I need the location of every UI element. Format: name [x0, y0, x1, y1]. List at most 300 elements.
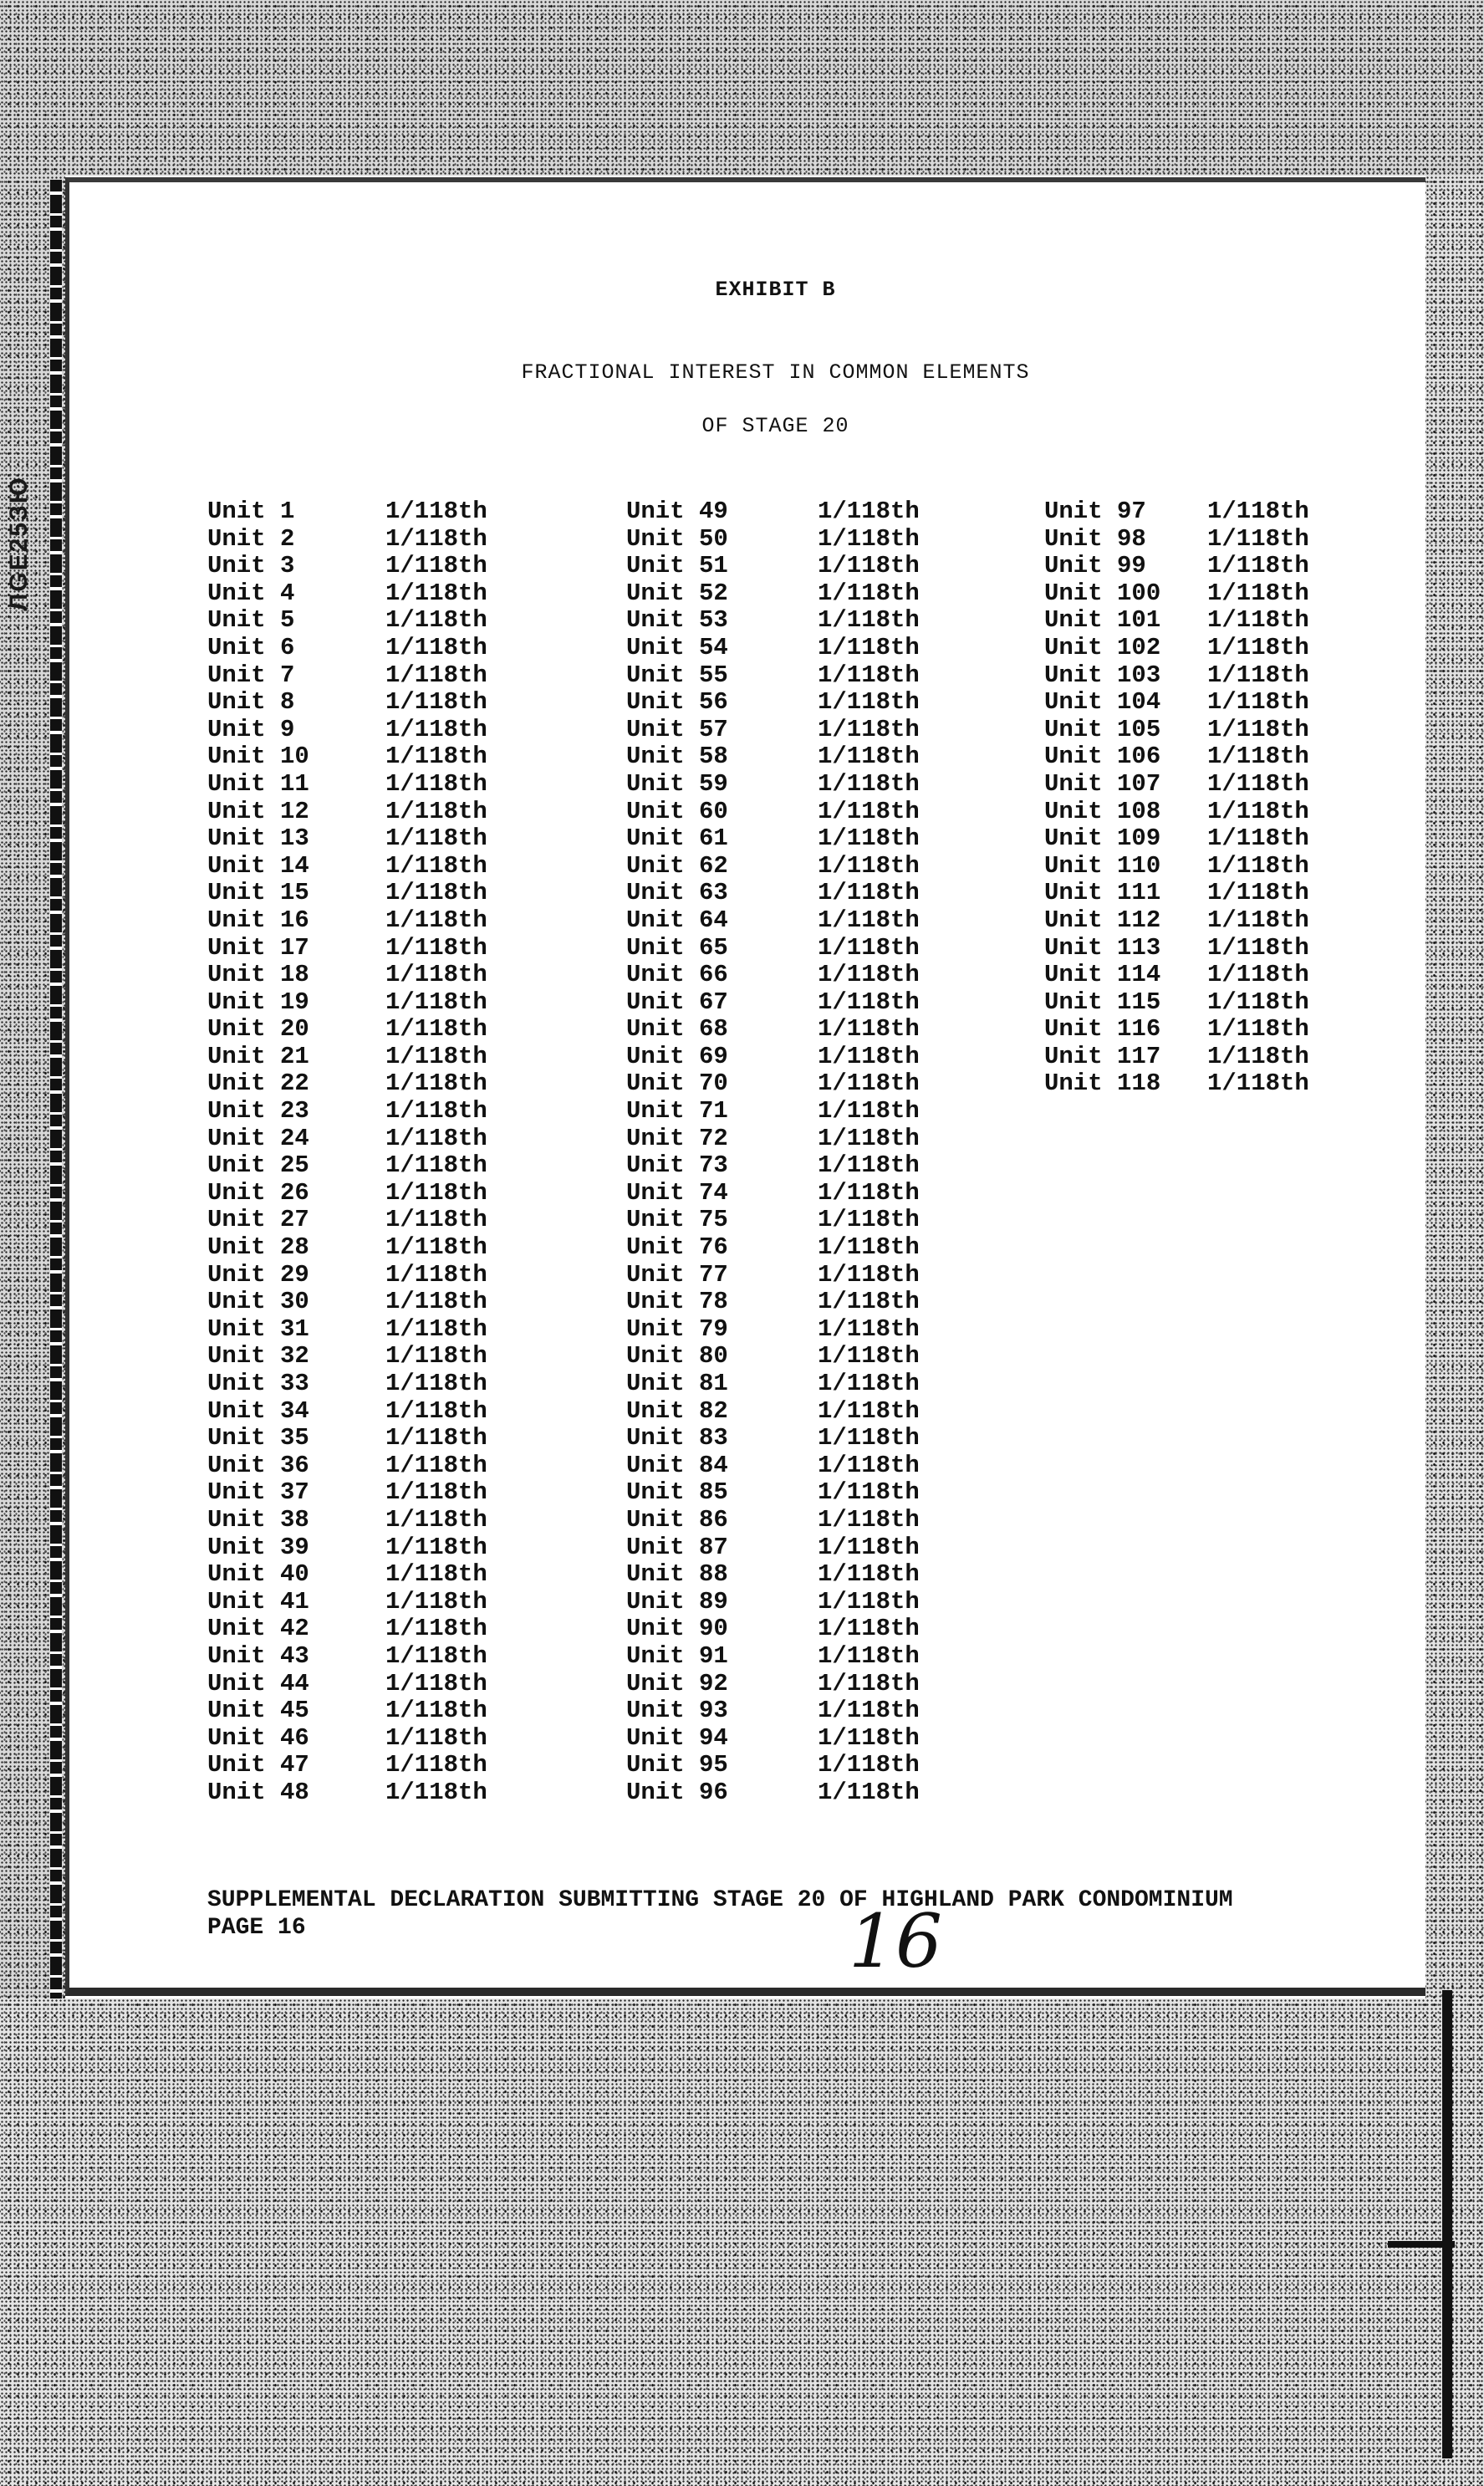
unit-label: Unit 31 [207, 1314, 309, 1343]
footer-page-number: PAGE 16 [207, 1915, 306, 1941]
unit-label: Unit 105 [1044, 715, 1161, 743]
fractional-interest: 1/118th [818, 524, 920, 553]
unit-label: Unit 12 [207, 797, 309, 825]
unit-row [626, 743, 920, 771]
unit-row [1044, 907, 1309, 935]
unit-row [207, 1697, 487, 1725]
unit-row [626, 1207, 920, 1234]
unit-row [207, 1779, 487, 1807]
fractional-interest: 1/118th [818, 1151, 920, 1180]
fractional-interest: 1/118th [385, 1751, 487, 1779]
unit-label: Unit 80 [626, 1342, 728, 1371]
unit-label: Unit 32 [207, 1342, 309, 1371]
fractional-interest: 1/118th [818, 688, 920, 717]
unit-row [626, 907, 920, 935]
unit-label: Unit 95 [626, 1751, 728, 1779]
fractional-interest: 1/118th [385, 1206, 487, 1234]
unit-label: Unit 43 [207, 1641, 309, 1670]
unit-row [1044, 1070, 1309, 1098]
unit-label: Unit 57 [626, 715, 728, 743]
fractional-interest: 1/118th [385, 1669, 487, 1697]
unit-row [207, 1316, 487, 1344]
unit-row [626, 717, 920, 744]
unit-row [626, 799, 920, 826]
unit-row [207, 935, 487, 962]
fractional-interest: 1/118th [385, 524, 487, 553]
fractional-interest: 1/118th [1207, 851, 1309, 880]
fractional-interest: 1/118th [385, 1233, 487, 1262]
unit-label: Unit 60 [626, 797, 728, 825]
scan-noise-bottom [0, 1998, 1484, 2486]
unit-row [626, 689, 920, 717]
fractional-interest: 1/118th [1207, 1042, 1309, 1070]
unit-row [626, 1752, 920, 1779]
fractional-interest: 1/118th [1207, 633, 1309, 661]
fractional-interest: 1/118th [818, 1778, 920, 1806]
unit-row [626, 635, 920, 662]
unit-label: Unit 118 [1044, 1069, 1161, 1098]
unit-label: Unit 76 [626, 1233, 728, 1262]
unit-label: Unit 16 [207, 906, 309, 934]
unit-row [207, 1425, 487, 1452]
fractional-interest: 1/118th [818, 1505, 920, 1534]
unit-row [207, 1479, 487, 1507]
unit-row [207, 1561, 487, 1589]
unit-row [207, 1070, 487, 1098]
binding-edge [50, 180, 62, 1998]
fractional-interest: 1/118th [818, 1069, 920, 1098]
fractional-interest: 1/118th [818, 1042, 920, 1070]
fractional-interest: 1/118th [818, 1451, 920, 1479]
unit-row [626, 1289, 920, 1316]
unit-label: Unit 89 [626, 1587, 728, 1616]
unit-label: Unit 53 [626, 606, 728, 635]
fractional-interest: 1/118th [818, 661, 920, 689]
unit-row [1044, 662, 1309, 690]
unit-label: Unit 93 [626, 1697, 728, 1725]
unit-label: Unit 6 [207, 633, 295, 661]
fractional-interest: 1/118th [818, 769, 920, 798]
unit-label: Unit 110 [1044, 851, 1161, 880]
unit-row [207, 1180, 487, 1207]
fractional-interest: 1/118th [818, 1533, 920, 1561]
fractional-interest: 1/118th [818, 498, 920, 525]
unit-row [1044, 771, 1309, 799]
fractional-interest: 1/118th [818, 1478, 920, 1507]
unit-row [207, 1098, 487, 1126]
fractional-interest: 1/118th [1207, 933, 1309, 962]
fractional-interest: 1/118th [385, 1396, 487, 1425]
fractional-interest: 1/118th [385, 552, 487, 580]
fractional-interest: 1/118th [385, 988, 487, 1016]
fractional-interest: 1/118th [385, 743, 487, 771]
unit-label: Unit 92 [626, 1669, 728, 1697]
unit-label: Unit 71 [626, 1097, 728, 1126]
unit-row [1044, 498, 1309, 526]
unit-label: Unit 10 [207, 743, 309, 771]
fractional-interest: 1/118th [385, 1342, 487, 1371]
unit-row [626, 1479, 920, 1507]
fractional-interest: 1/118th [385, 1505, 487, 1534]
fractional-interest: 1/118th [818, 1751, 920, 1779]
unit-label: Unit 4 [207, 579, 295, 607]
unit-label: Unit 84 [626, 1451, 728, 1479]
unit-label: Unit 38 [207, 1505, 309, 1534]
unit-row [1044, 635, 1309, 662]
fractional-interest: 1/118th [818, 879, 920, 907]
margin-stamp [5, 418, 33, 669]
unit-label: Unit 90 [626, 1615, 728, 1643]
unit-row [626, 825, 920, 853]
unit-row [1044, 743, 1309, 771]
fractional-interest: 1/118th [818, 1288, 920, 1316]
fractional-interest: 1/118th [1207, 1015, 1309, 1044]
fractional-interest: 1/118th [818, 579, 920, 607]
unit-label: Unit 25 [207, 1151, 309, 1180]
unit-row [626, 1180, 920, 1207]
fractional-interest: 1/118th [385, 797, 487, 825]
unit-row [626, 1643, 920, 1671]
unit-label: Unit 78 [626, 1288, 728, 1316]
unit-label: Unit 8 [207, 688, 295, 717]
fractional-interest: 1/118th [818, 633, 920, 661]
unit-row [626, 498, 920, 526]
unit-row [1044, 607, 1309, 635]
unit-row [207, 1126, 487, 1153]
unit-row [626, 989, 920, 1017]
unit-label: Unit 21 [207, 1042, 309, 1070]
fractional-interest: 1/118th [385, 769, 487, 798]
unit-label: Unit 114 [1044, 961, 1161, 989]
fractional-interest: 1/118th [818, 988, 920, 1016]
unit-row [1044, 853, 1309, 881]
fractional-interest: 1/118th [385, 715, 487, 743]
fractional-interest: 1/118th [385, 498, 487, 525]
scan-mark [1388, 2241, 1455, 2248]
unit-label: Unit 97 [1044, 498, 1146, 525]
fractional-interest: 1/118th [385, 1778, 487, 1806]
fractional-interest: 1/118th [818, 1015, 920, 1044]
unit-row [207, 717, 487, 744]
unit-row [207, 1398, 487, 1426]
unit-row [207, 1643, 487, 1671]
unit-row [626, 1234, 920, 1262]
unit-row [626, 1070, 920, 1098]
unit-column-2 [626, 498, 920, 1807]
unit-label: Unit 26 [207, 1178, 309, 1207]
fractional-interest: 1/118th [385, 1723, 487, 1752]
exhibit-title: EXHIBIT B [715, 278, 836, 302]
unit-row [626, 607, 920, 635]
document-subheading: OF STAGE 20 [701, 414, 849, 438]
unit-label: Unit 44 [207, 1669, 309, 1697]
scan-noise-right [1425, 176, 1484, 1998]
unit-row [626, 526, 920, 554]
unit-row [626, 662, 920, 690]
unit-label: Unit 101 [1044, 606, 1161, 635]
fractional-interest: 1/118th [818, 1424, 920, 1452]
fractional-interest: 1/118th [818, 1124, 920, 1152]
unit-row [207, 1725, 487, 1753]
unit-row [626, 580, 920, 608]
unit-row [207, 1534, 487, 1562]
fractional-interest: 1/118th [818, 1178, 920, 1207]
fractional-interest: 1/118th [1207, 1069, 1309, 1098]
unit-label: Unit 11 [207, 769, 309, 798]
fractional-interest: 1/118th [385, 579, 487, 607]
fractional-interest: 1/118th [818, 1260, 920, 1289]
fractional-interest: 1/118th [385, 1288, 487, 1316]
fractional-interest: 1/118th [818, 1233, 920, 1262]
fractional-interest: 1/118th [818, 1206, 920, 1234]
unit-label: Unit 23 [207, 1097, 309, 1126]
unit-label: Unit 81 [626, 1370, 728, 1397]
unit-label: Unit 65 [626, 933, 728, 962]
unit-label: Unit 5 [207, 606, 295, 635]
unit-label: Unit 69 [626, 1042, 728, 1070]
unit-row [207, 689, 487, 717]
unit-row [1044, 1016, 1309, 1044]
unit-row [626, 1398, 920, 1426]
unit-row [207, 1234, 487, 1262]
fractional-interest: 1/118th [385, 824, 487, 853]
unit-row [626, 1098, 920, 1126]
unit-row [626, 1779, 920, 1807]
unit-label: Unit 52 [626, 579, 728, 607]
unit-row [1044, 689, 1309, 717]
unit-row [207, 498, 487, 526]
unit-row [207, 553, 487, 580]
unit-row [626, 1561, 920, 1589]
unit-row [207, 853, 487, 881]
unit-label: Unit 45 [207, 1697, 309, 1725]
unit-label: Unit 74 [626, 1178, 728, 1207]
unit-row [626, 1262, 920, 1289]
unit-label: Unit 99 [1044, 552, 1146, 580]
scan-noise-top [0, 0, 1484, 176]
margin-stamp-text: ЛGЕ25ЗЮ [5, 476, 33, 611]
unit-label: Unit 108 [1044, 797, 1161, 825]
fractional-interest: 1/118th [385, 1314, 487, 1343]
fractional-interest: 1/118th [385, 1015, 487, 1044]
fractional-interest: 1/118th [385, 1124, 487, 1152]
unit-row [626, 1452, 920, 1480]
unit-label: Unit 82 [626, 1396, 728, 1425]
fractional-interest: 1/118th [818, 1342, 920, 1371]
unit-label: Unit 41 [207, 1587, 309, 1616]
unit-label: Unit 19 [207, 988, 309, 1016]
unit-label: Unit 62 [626, 851, 728, 880]
unit-row [626, 1589, 920, 1616]
fractional-interest: 1/118th [1207, 715, 1309, 743]
unit-row [626, 1044, 920, 1071]
unit-label: Unit 61 [626, 824, 728, 853]
unit-label: Unit 24 [207, 1124, 309, 1152]
fractional-interest: 1/118th [385, 661, 487, 689]
fractional-interest: 1/118th [818, 1697, 920, 1725]
fractional-interest: 1/118th [385, 1451, 487, 1479]
fractional-interest: 1/118th [385, 879, 487, 907]
fractional-interest: 1/118th [385, 1097, 487, 1126]
fractional-interest: 1/118th [385, 1178, 487, 1207]
unit-label: Unit 14 [207, 851, 309, 880]
unit-row [207, 1671, 487, 1698]
fractional-interest: 1/118th [818, 743, 920, 771]
unit-row [626, 853, 920, 881]
fractional-interest: 1/118th [818, 1615, 920, 1643]
unit-row [207, 526, 487, 554]
fractional-interest: 1/118th [385, 1370, 487, 1397]
unit-label: Unit 103 [1044, 661, 1161, 689]
unit-column-3 [1044, 498, 1309, 1098]
unit-row [626, 1507, 920, 1534]
unit-label: Unit 37 [207, 1478, 309, 1507]
unit-label: Unit 39 [207, 1533, 309, 1561]
fractional-interest: 1/118th [385, 1560, 487, 1589]
fractional-interest: 1/118th [818, 906, 920, 934]
unit-label: Unit 72 [626, 1124, 728, 1152]
fractional-interest: 1/118th [385, 1151, 487, 1180]
unit-row [626, 962, 920, 989]
unit-row [207, 1016, 487, 1044]
fractional-interest: 1/118th [1207, 688, 1309, 717]
unit-label: Unit 36 [207, 1451, 309, 1479]
unit-label: Unit 68 [626, 1015, 728, 1044]
fractional-interest: 1/118th [385, 933, 487, 962]
unit-label: Unit 20 [207, 1015, 309, 1044]
fractional-interest: 1/118th [1207, 769, 1309, 798]
unit-label: Unit 83 [626, 1424, 728, 1452]
unit-label: Unit 102 [1044, 633, 1161, 661]
fractional-interest: 1/118th [1207, 606, 1309, 635]
fractional-interest: 1/118th [818, 1097, 920, 1126]
fractional-interest: 1/118th [385, 1641, 487, 1670]
fractional-interest: 1/118th [818, 1560, 920, 1589]
unit-label: Unit 115 [1044, 988, 1161, 1016]
unit-label: Unit 2 [207, 524, 295, 553]
unit-label: Unit 73 [626, 1151, 728, 1180]
unit-label: Unit 91 [626, 1641, 728, 1670]
unit-label: Unit 9 [207, 715, 295, 743]
unit-label: Unit 35 [207, 1424, 309, 1452]
fractional-interest: 1/118th [818, 1314, 920, 1343]
unit-row [207, 1616, 487, 1643]
unit-row [207, 1152, 487, 1180]
unit-row [626, 1671, 920, 1698]
unit-label: Unit 111 [1044, 879, 1161, 907]
unit-label: Unit 56 [626, 688, 728, 717]
unit-label: Unit 96 [626, 1778, 728, 1806]
unit-label: Unit 22 [207, 1069, 309, 1098]
unit-label: Unit 28 [207, 1233, 309, 1262]
unit-row [626, 1343, 920, 1371]
unit-row [207, 1343, 487, 1371]
unit-label: Unit 75 [626, 1206, 728, 1234]
unit-label: Unit 86 [626, 1505, 728, 1534]
handwritten-page-number: 16 [849, 1898, 942, 1984]
fractional-interest: 1/118th [1207, 579, 1309, 607]
fractional-interest: 1/118th [818, 552, 920, 580]
unit-row [626, 1316, 920, 1344]
unit-row [626, 1725, 920, 1753]
unit-label: Unit 1 [207, 498, 295, 525]
fractional-interest: 1/118th [818, 1669, 920, 1697]
unit-label: Unit 113 [1044, 933, 1161, 962]
unit-label: Unit 70 [626, 1069, 728, 1098]
unit-label: Unit 107 [1044, 769, 1161, 798]
unit-row [1044, 825, 1309, 853]
unit-label: Unit 64 [626, 906, 728, 934]
unit-row [207, 1044, 487, 1071]
fractional-interest: 1/118th [1207, 797, 1309, 825]
unit-row [626, 935, 920, 962]
unit-row [626, 553, 920, 580]
unit-label: Unit 54 [626, 633, 728, 661]
unit-label: Unit 13 [207, 824, 309, 853]
unit-row [1044, 799, 1309, 826]
fractional-interest: 1/118th [385, 1424, 487, 1452]
unit-row [626, 1697, 920, 1725]
unit-label: Unit 30 [207, 1288, 309, 1316]
unit-label: Unit 3 [207, 552, 295, 580]
unit-row [626, 1371, 920, 1398]
unit-label: Unit 18 [207, 961, 309, 989]
unit-label: Unit 88 [626, 1560, 728, 1589]
unit-label: Unit 79 [626, 1314, 728, 1343]
fractional-interest: 1/118th [818, 715, 920, 743]
unit-label: Unit 94 [626, 1723, 728, 1752]
unit-row [207, 1207, 487, 1234]
unit-label: Unit 77 [626, 1260, 728, 1289]
fractional-interest: 1/118th [385, 688, 487, 717]
unit-row [1044, 962, 1309, 989]
unit-row [207, 607, 487, 635]
unit-row [207, 907, 487, 935]
fractional-interest: 1/118th [385, 851, 487, 880]
unit-label: Unit 117 [1044, 1042, 1161, 1070]
unit-row [626, 1616, 920, 1643]
unit-row [1044, 717, 1309, 744]
unit-row [207, 662, 487, 690]
unit-row [207, 1507, 487, 1534]
unit-label: Unit 17 [207, 933, 309, 962]
fractional-interest: 1/118th [818, 1641, 920, 1670]
unit-row [1044, 1044, 1309, 1071]
unit-label: Unit 27 [207, 1206, 309, 1234]
unit-label: Unit 85 [626, 1478, 728, 1507]
fractional-interest: 1/118th [385, 1478, 487, 1507]
fractional-interest: 1/118th [385, 1042, 487, 1070]
unit-label: Unit 106 [1044, 743, 1161, 771]
unit-label: Unit 55 [626, 661, 728, 689]
unit-label: Unit 66 [626, 961, 728, 989]
fractional-interest: 1/118th [1207, 661, 1309, 689]
fractional-interest: 1/118th [1207, 824, 1309, 853]
unit-label: Unit 51 [626, 552, 728, 580]
unit-row [207, 1371, 487, 1398]
fractional-interest: 1/118th [385, 1587, 487, 1616]
fractional-interest: 1/118th [1207, 498, 1309, 525]
unit-row [207, 635, 487, 662]
unit-row [626, 1152, 920, 1180]
unit-column-1 [207, 498, 487, 1807]
unit-row [207, 1262, 487, 1289]
unit-label: Unit 48 [207, 1778, 309, 1806]
unit-row [626, 1425, 920, 1452]
unit-row [207, 1289, 487, 1316]
fractional-interest: 1/118th [1207, 524, 1309, 553]
fractional-interest: 1/118th [385, 1615, 487, 1643]
